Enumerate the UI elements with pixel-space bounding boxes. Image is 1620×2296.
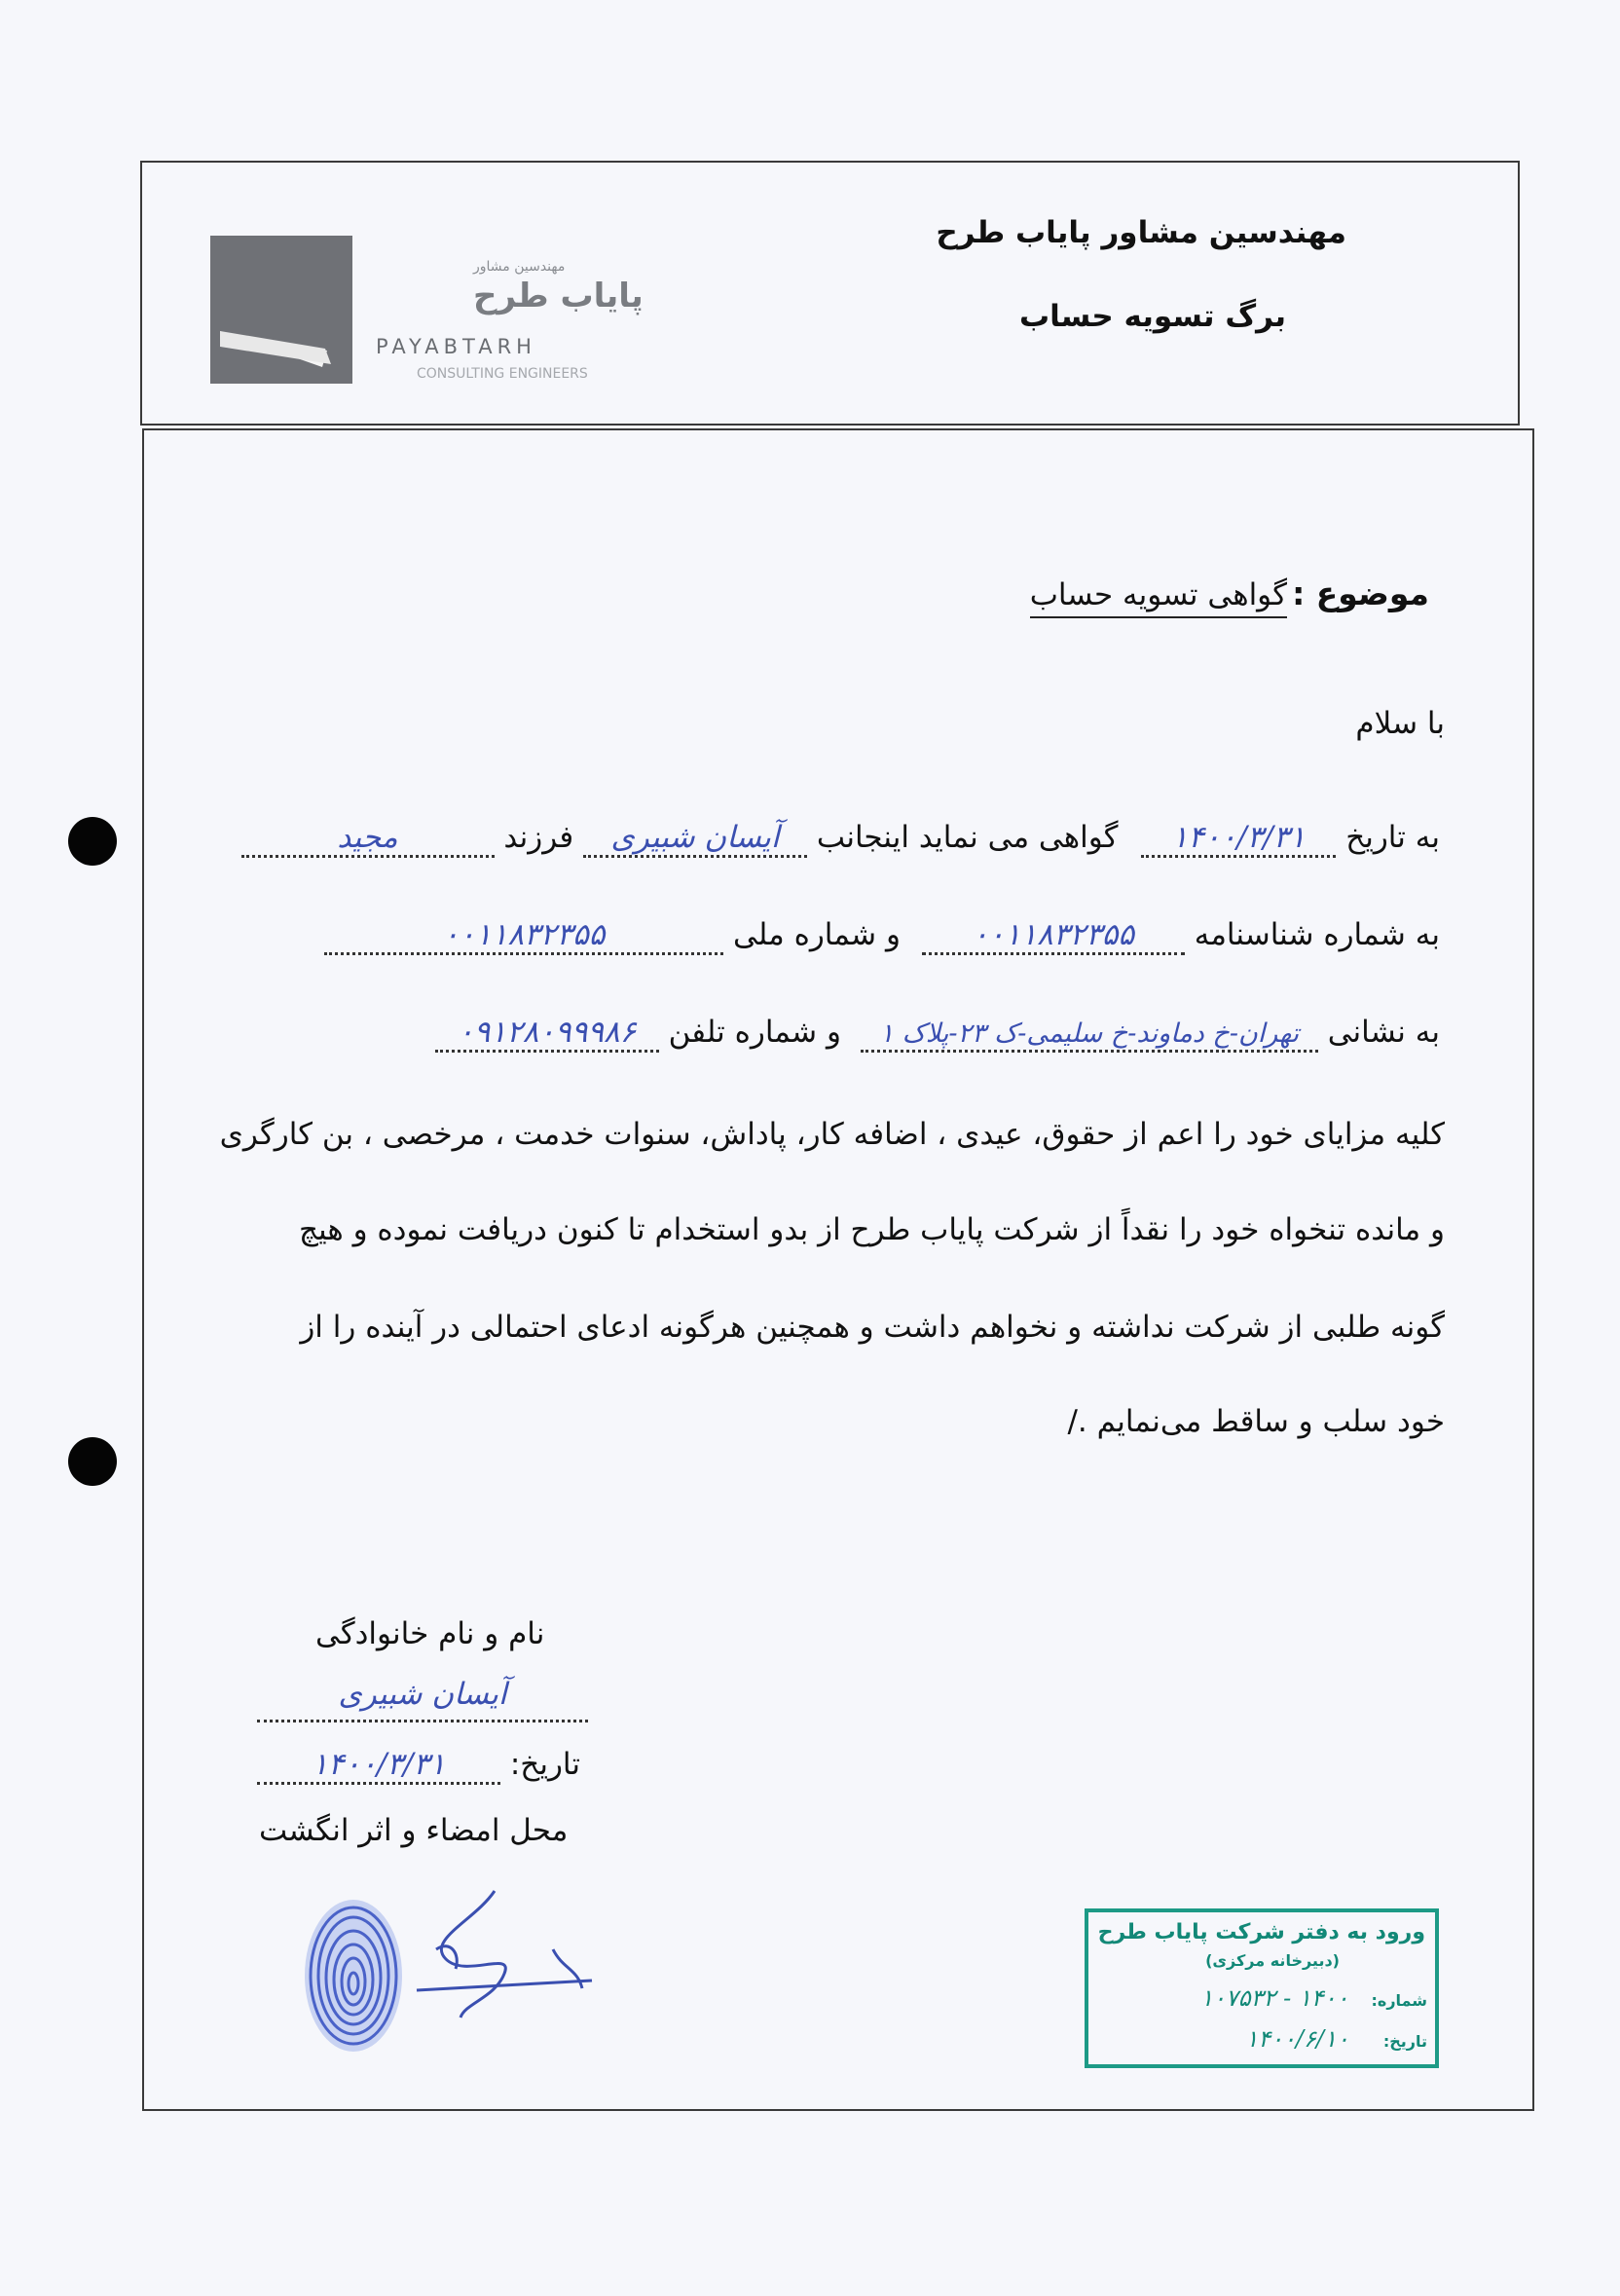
- header-box: [140, 161, 1520, 426]
- body-line-3: گونه طلبی از شرکت نداشته و نخواهم داشت و همچنین هرگونه ادعای احتمالی در آینده را از: [300, 1310, 1445, 1345]
- registry-stamp: [1085, 1908, 1439, 2068]
- national-value: ۰۰۱۱۸۳۲۳۵۵: [442, 917, 606, 952]
- stamp-number-value: ۱۴۰۰ - ۱۰۷۵۳۲: [1200, 1984, 1349, 2012]
- phone-field: [435, 1015, 659, 1053]
- handwritten-signature: [407, 1881, 602, 2027]
- fingerprint-icon: [300, 1896, 407, 2056]
- sign-date-value: ۱۴۰۰/۳/۳۱: [312, 1747, 446, 1782]
- date-field: [1141, 820, 1336, 858]
- national-prefix: و شماره ملی: [733, 917, 901, 952]
- child-of-text: فرزند: [503, 820, 574, 855]
- subject-line: [1030, 574, 1429, 612]
- logo-mark-icon: [210, 236, 352, 384]
- logo-fa-name: پایاب طرح: [473, 277, 644, 315]
- punch-hole-bottom: [68, 1437, 117, 1486]
- line-id-national: [324, 917, 1440, 955]
- stamp-date-value: ۱۴۰۰/۶/۱۰: [1245, 2025, 1349, 2053]
- name-field: [583, 820, 807, 858]
- stamp-subtitle: (دبیرخانه مرکزی): [1205, 1951, 1340, 1970]
- address-prefix: به نشانی: [1327, 1015, 1440, 1050]
- stamp-date-line: [1245, 2025, 1427, 2053]
- sign-name-field: [257, 1677, 588, 1722]
- subject-label: موضوع :: [1292, 574, 1429, 612]
- logo-en-sub: CONSULTING ENGINEERS: [417, 366, 588, 382]
- stamp-number-label: شماره:: [1371, 1991, 1427, 2010]
- logo: [210, 236, 658, 391]
- date-prefix: به تاریخ: [1345, 820, 1440, 855]
- certify-text: گواهی می نماید اینجانب: [816, 820, 1119, 855]
- sign-date-field: [257, 1747, 500, 1785]
- logo-en-name: PAYABTARH: [376, 335, 536, 358]
- sign-name-label: نام و نام خانوادگی: [315, 1616, 545, 1651]
- body-line-1: کلیه مزایای خود را اعم از حقوق، عیدی ، اضافه کار، پاداش، سنوات خدمت ، مرخصی ، بن کارگری: [219, 1117, 1445, 1152]
- sign-date-line: [257, 1747, 580, 1785]
- father-value: مجید: [337, 820, 398, 855]
- company-title: مهندسین مشاور پایاب طرح: [936, 215, 1346, 250]
- id-field: [922, 917, 1185, 955]
- address-value: تهران-خ دماوند-خ سلیمی-ک ۲۳-پلاک ۱: [879, 1018, 1300, 1049]
- date-value: ۱۴۰۰/۳/۳۱: [1171, 820, 1307, 855]
- logo-small-text: مهندسین مشاور: [473, 259, 566, 275]
- form-title: برگ تسویه حساب: [1019, 299, 1286, 334]
- body-line-2: و مانده تنخواه خود را نقداً از شرکت پایاب طرح از بدو استخدام تا کنون دریافت نموده و هیچ: [299, 1212, 1445, 1247]
- address-field: [861, 1015, 1318, 1053]
- line-address-phone: [435, 1015, 1440, 1053]
- content-box: [142, 428, 1534, 2111]
- name-value: آیسان شبیری: [610, 820, 780, 855]
- sign-place-label: محل امضاء و اثر انگشت: [259, 1813, 569, 1848]
- phone-prefix: و شماره تلفن: [668, 1015, 841, 1050]
- line-date-name: [241, 820, 1440, 858]
- stamp-date-label: تاریخ:: [1382, 2032, 1427, 2051]
- stamp-number-line: [1200, 1984, 1427, 2012]
- body-line-4: خود سلب و ساقط می‌نمایم ./: [1067, 1404, 1445, 1439]
- national-field: [324, 917, 723, 955]
- sign-date-label: تاریخ:: [509, 1747, 580, 1782]
- id-prefix: به شماره شناسنامه: [1194, 917, 1440, 952]
- id-value: ۰۰۱۱۸۳۲۳۵۵: [972, 917, 1135, 952]
- father-field: [241, 820, 495, 858]
- punch-hole-top: [68, 817, 117, 866]
- greeting: با سلام: [1355, 706, 1445, 741]
- sign-name-value: آیسان شبیری: [338, 1677, 507, 1712]
- subject-value: گواهی تسویه حساب: [1030, 577, 1287, 618]
- stamp-title: ورود به دفتر شرکت پایاب طرح: [1097, 1920, 1425, 1944]
- phone-value: ۰۹۱۲۸۰۹۹۹۸۶: [458, 1015, 637, 1050]
